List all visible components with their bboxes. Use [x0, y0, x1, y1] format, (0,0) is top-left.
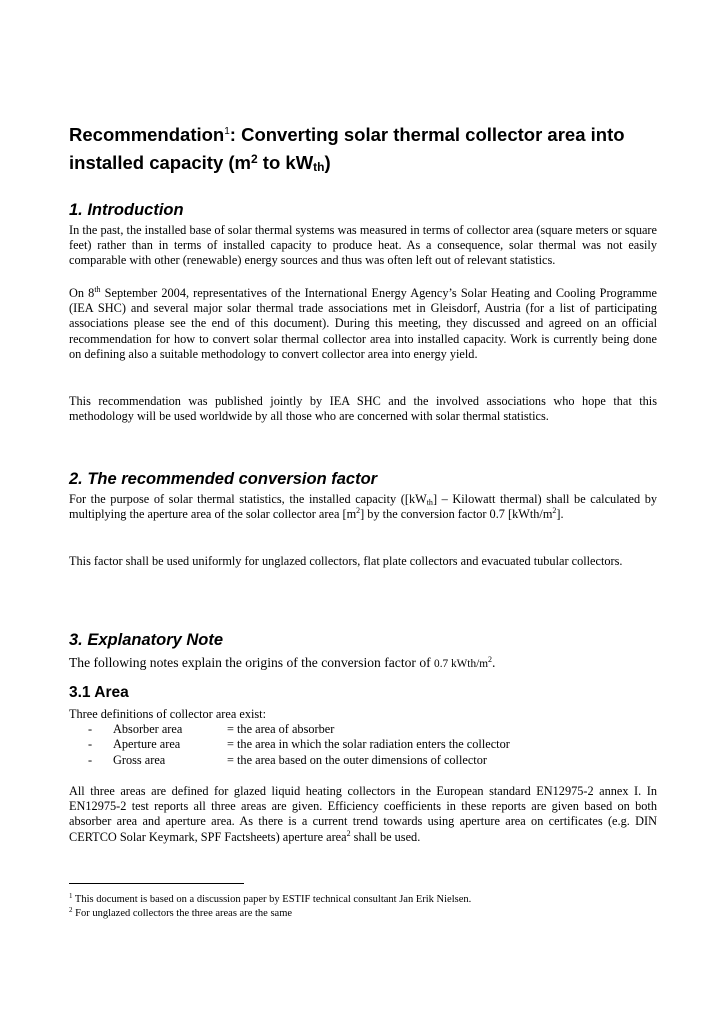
heading-area: 3.1 Area [69, 684, 129, 701]
heading-conversion-factor: 2. The recommended conversion factor [69, 470, 378, 488]
list-item [88, 722, 510, 737]
definition-term: Gross area [113, 752, 166, 767]
area-definitions-list [88, 722, 510, 768]
definition-term: Absorber area [113, 722, 183, 736]
intro-paragraph-2 [69, 286, 657, 362]
superscript: 2 [356, 506, 361, 516]
title-text: ) [324, 152, 331, 173]
list-bullet: - [88, 737, 93, 752]
footnote-2 [69, 907, 292, 920]
paragraph-text: On 8 [69, 286, 95, 300]
footnote-ref-2[interactable]: 2 [346, 828, 351, 838]
area-definitions-intro: Three definitions of collector area exist: [69, 707, 267, 721]
list-bullet: - [88, 752, 93, 767]
paragraph-text: All three areas are defined for glazed liquid heating collectors in the European standard EN12975-2 annex I. In EN12975-2 test reports all three areas are given. Efficiency coefficients in these reports are given based on both absorber area and aperture area. As there is a current trend towards using aperture area on certificates (e.g. DIN CERTCO Solar Keymark, SPF Factsheets) aperture area [69, 784, 657, 844]
subscript: th [426, 498, 433, 507]
intro-paragraph-3: This recommendation was published jointly by IEA SHC and the involved associations who hope that this methodology will be used worldwide by all those who are concerned with solar thermal statistics. [69, 394, 657, 424]
definition-description: = the area in which the solar radiation enters the collector [227, 737, 510, 752]
paragraph-text: The following notes explain the origins of the conversion factor of [69, 655, 435, 670]
definition-description: = the area of absorber [227, 722, 335, 736]
definition-term: Aperture area [113, 737, 181, 752]
footnote-ref-1[interactable]: 1 [224, 126, 230, 137]
title-superscript: 2 [250, 152, 258, 166]
conversion-value: 0.7 kWth/m [434, 658, 489, 670]
paragraph-text: ] – Kilowatt thermal) shall be calculated by multiplying the aperture area of the solar collector area [m [69, 492, 657, 522]
list-item [88, 753, 510, 768]
ordinal-superscript: th [94, 285, 101, 294]
conversion-paragraph-1 [69, 492, 657, 522]
intro-paragraph-1: In the past, the installed base of solar thermal systems was measured in terms of collector area (square meters or square feet) rather than in terms of installed capacity to produce heat. As a consequence, solar thermal was not easily comparable with other (renewable) energy sources and thus was often left out of relevant statistics. [69, 223, 657, 268]
title-text: Recommendation [69, 124, 225, 145]
footnote-divider [69, 883, 244, 884]
document-title [69, 120, 679, 179]
footnote-text: This document is based on a discussion paper by ESTIF technical consultant Jan Erik Nielsen. [72, 894, 472, 905]
title-text: : Converting solar thermal collector area into installed capacity (m [69, 124, 625, 173]
paragraph-text: ] by the conversion factor 0.7 [kWth/m [360, 507, 553, 522]
title-text: to kW [257, 152, 314, 173]
title-subscript: th [313, 160, 325, 174]
footnote-number: 2 [69, 906, 73, 914]
heading-introduction: 1. Introduction [69, 201, 184, 219]
list-bullet: - [88, 722, 93, 736]
conversion-paragraph-2: This factor shall be used uniformly for unglazed collectors, flat plate collectors and evacuated tubular collectors. [69, 554, 623, 568]
footnote-text: For unglazed collectors the three areas are the same [72, 908, 293, 919]
superscript: 2 [552, 506, 557, 516]
paragraph-text: . [492, 655, 496, 670]
paragraph-text: September 2004, representatives of the International Energy Agency’s Solar Heating and Cooling Programme (IEA SHC) and several major solar thermal trade associations met in Gleisdorf, Austria (for a list of participating associations please see the end of this document). During this meeting, they discussed and agreed on an official recommendation for how to convert solar thermal collector area into installed capacity. Work is currently being done on defining also a suitable methodology to convert collector area into energy yield. [69, 286, 657, 361]
heading-explanatory-note: 3. Explanatory Note [69, 631, 224, 649]
list-item [88, 737, 510, 752]
explanatory-intro [69, 654, 657, 673]
superscript: 2 [488, 655, 493, 664]
area-paragraph [69, 784, 657, 845]
paragraph-text: ]. [556, 507, 564, 522]
definition-description: = the area based on the outer dimensions of collector [227, 752, 487, 767]
paragraph-text: shall be used. [350, 829, 421, 844]
paragraph-text: For the purpose of solar thermal statistics, the installed capacity ([kW [69, 492, 427, 506]
footnote-number: 1 [69, 892, 73, 900]
footnote-1 [69, 893, 471, 906]
